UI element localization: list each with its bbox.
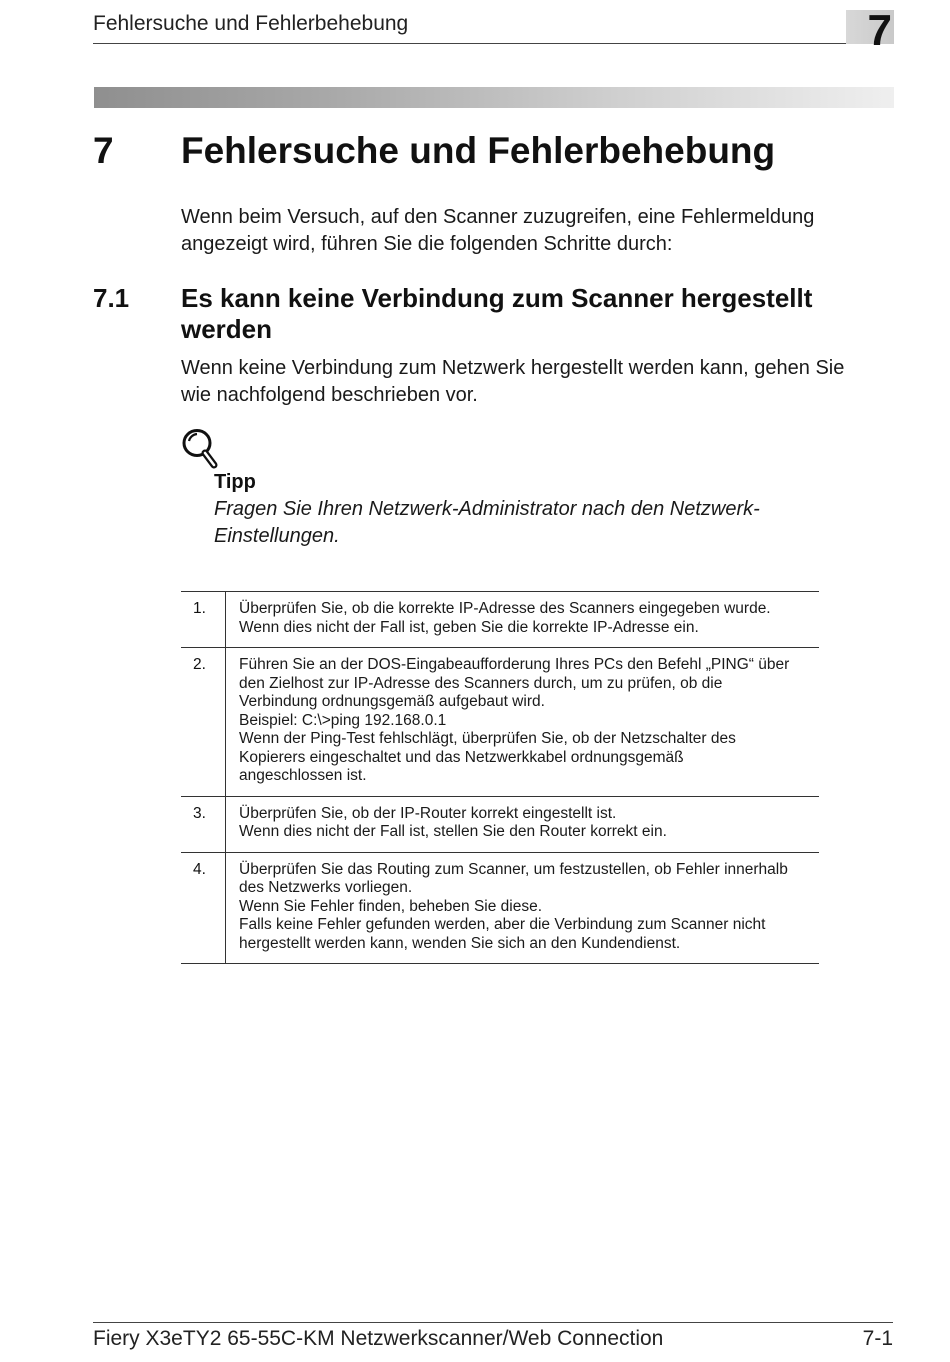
footer-rule xyxy=(93,1322,893,1323)
step-line: den Zielhost zur IP-Adresse des Scanners durch, um zu prüfen, ob die xyxy=(239,674,723,692)
step-number: 2. xyxy=(181,648,226,796)
step-line: angeschlossen ist. xyxy=(239,767,367,784)
step-line: Überprüfen Sie das Routing zum Scanner, um festzustellen, ob Fehler innerhalb xyxy=(239,860,788,878)
tip-text xyxy=(214,496,854,550)
step-text xyxy=(226,648,819,796)
table-row xyxy=(181,592,819,648)
step-text xyxy=(226,797,819,852)
table-row xyxy=(181,853,819,965)
step-line: Beispiel: C:\>ping 192.168.0.1 xyxy=(239,711,447,729)
step-text xyxy=(226,853,819,964)
step-line: des Netzwerks vorliegen. xyxy=(239,879,413,896)
section-title xyxy=(181,283,891,345)
chapter-intro xyxy=(181,204,881,258)
chapter-tab-number: 7 xyxy=(867,6,892,55)
chapter-title: Fehlersuche und Fehlerbehebung xyxy=(181,130,776,171)
magnifier-icon xyxy=(181,428,221,470)
section-title-line: werden xyxy=(181,314,273,344)
chapter-number: 7 xyxy=(93,130,114,171)
section-text xyxy=(181,355,893,409)
tip-text-line: Fragen Sie Ihren Netzwerk-Administrator nach den Netzwerk- xyxy=(214,498,760,520)
step-number: 4. xyxy=(181,853,226,964)
step-line: Überprüfen Sie, ob die korrekte IP-Adresse des Scanners eingegeben wurde. xyxy=(239,600,771,617)
section-text-line: wie nachfolgend beschrieben vor. xyxy=(181,384,478,406)
header-rule xyxy=(93,43,893,44)
step-number: 1. xyxy=(181,592,226,647)
tip-label: Tipp xyxy=(214,471,256,493)
running-header-title: Fehlersuche und Fehlerbehebung xyxy=(93,12,409,35)
step-line: Wenn dies nicht der Fall ist, stellen Sie den Router korrekt ein. xyxy=(239,823,667,840)
footer-title: Fiery X3eTY2 65-55C-KM Netzwerkscanner/Web Connection xyxy=(93,1327,664,1350)
step-line: Verbindung ordnungsgemäß aufgebaut wird. xyxy=(239,693,545,710)
table-row xyxy=(181,648,819,797)
step-line: Überprüfen Sie, ob der IP-Router korrekt eingestellt ist. xyxy=(239,804,617,822)
step-number: 3. xyxy=(181,797,226,852)
chapter-intro-line: Wenn beim Versuch, auf den Scanner zuzugreifen, eine Fehlermeldung xyxy=(181,206,815,228)
chapter-intro-line: angezeigt wird, führen Sie die folgenden Schritte durch: xyxy=(181,233,673,255)
step-line: Kopierers eingeschaltet und das Netzwerkkabel ordnungsgemäß xyxy=(239,748,684,766)
step-line: Wenn Sie Fehler finden, beheben Sie diese. xyxy=(239,897,543,915)
step-text xyxy=(226,592,819,647)
section-number: 7.1 xyxy=(93,283,130,313)
chapter-gradient-bar xyxy=(94,87,894,108)
steps-table xyxy=(181,591,819,964)
section-title-line: Es kann keine Verbindung zum Scanner hergestellt xyxy=(181,283,813,313)
step-line: Falls keine Fehler gefunden werden, aber die Verbindung zum Scanner nicht xyxy=(239,916,766,933)
page-number: 7-1 xyxy=(862,1327,893,1350)
tip-text-line: Einstellungen. xyxy=(214,525,340,547)
chapter-tab xyxy=(846,6,894,55)
step-line: Wenn der Ping-Test fehlschlägt, überprüfen Sie, ob der Netzschalter des xyxy=(239,730,736,747)
step-line: hergestellt werden kann, wenden Sie sich an den Kundendienst. xyxy=(239,934,681,952)
step-line: Führen Sie an der DOS-Eingabeaufforderung Ihres PCs den Befehl „PING“ über xyxy=(239,656,790,673)
table-row xyxy=(181,797,819,853)
section-text-line: Wenn keine Verbindung zum Netzwerk hergestellt werden kann, gehen Sie xyxy=(181,357,845,379)
step-line: Wenn dies nicht der Fall ist, geben Sie die korrekte IP-Adresse ein. xyxy=(239,618,699,636)
